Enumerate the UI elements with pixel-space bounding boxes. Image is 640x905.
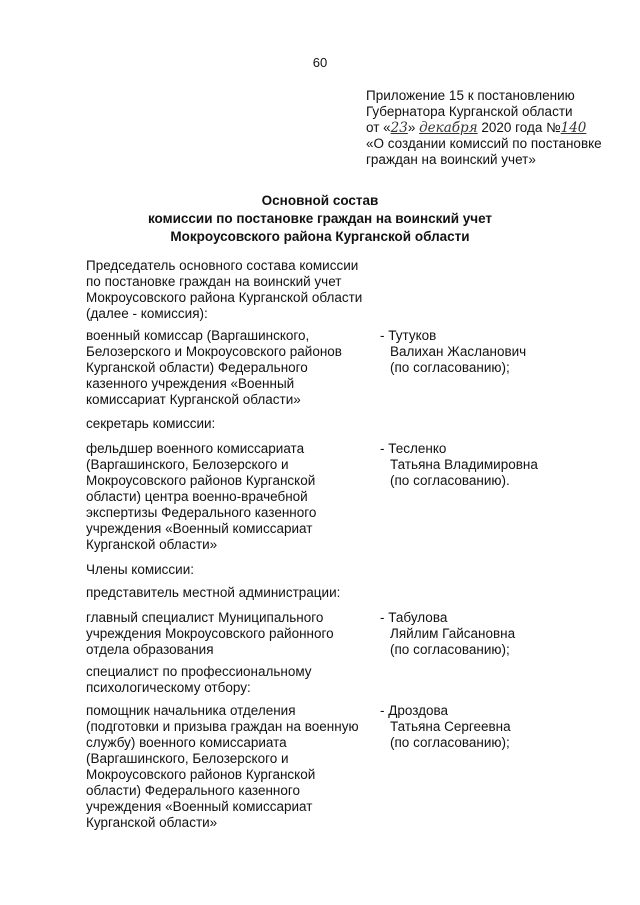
date-prefix: от «: [366, 120, 391, 135]
members-header: Члены комиссии:: [86, 562, 195, 577]
member-1-position: главный специалист Муниципального учреждения Мокроусовского районного отдела образования: [86, 610, 334, 657]
member-2-name: - Дроздова Татьяна Сергеевна (по согласованию);: [380, 703, 511, 750]
chairman-position: военный комиссар (Варгашинского, Белозерского и Мокроусовского районов Курганской области) Федерального казенного учреждения «Военный комиссариат Курганской области»: [86, 328, 342, 407]
title-line-3: Мокроусовского района Курганской области: [170, 229, 470, 244]
appendix-line-3: [366, 120, 636, 136]
appendix-line-4: «О создании комиссий по постановке: [366, 136, 602, 151]
appendix-line-1: Приложение 15 к постановлению: [366, 88, 575, 103]
page-number: 60: [312, 55, 328, 70]
secretary-position: фельдшер военного комиссариата (Варгашинского, Белозерского и Мокроусовского районов Курганской области) центра военно-врачебной экспертизы Федерального казенного учреждения «Военный комиссариат Курганской области»: [86, 441, 317, 552]
appendix-line-2: Губернатора Курганской области: [366, 104, 573, 119]
handwritten-number: 140: [560, 120, 587, 136]
handwritten-day: 23: [390, 120, 408, 136]
member-2-position: помощник начальника отделения (подготовки и призыва граждан на военную службу) военного комиссариата (Варгашинского, Белозерского и Мокроусовского районов Курганской области) Федерального казенного учреждения «Военный комиссариат Курганской области»: [86, 703, 359, 830]
secretary-header: секретарь комиссии:: [86, 416, 216, 431]
date-mid: »: [407, 120, 416, 135]
appendix-block: [366, 88, 636, 168]
specialist-header: специалист по профессиональному психологическому отбору:: [86, 664, 312, 695]
local-admin-header: представитель местной администрации:: [86, 585, 341, 600]
title-line-2: комиссии по постановке граждан на воинский учет: [147, 211, 493, 226]
member-1-name: - Табулова Ляйлим Гайсановна (по согласованию);: [380, 610, 516, 657]
handwritten-month: декабря: [419, 120, 478, 136]
title-line-1: Основной состав: [261, 193, 379, 208]
appendix-line-5: граждан на воинский учет»: [366, 152, 536, 167]
document-title: [0, 192, 640, 246]
secretary-name: - Тесленко Татьяна Владимировна (по согласованию).: [380, 441, 538, 488]
chairman-name: - Тутуков Валихан Жасланович (по согласованию);: [380, 328, 527, 375]
chairman-header: Председатель основного состава комиссии по постановке граждан на воинский учет Мокроусовского района Курганской области (далее - комиссия):: [86, 258, 363, 321]
date-year: 2020 года №: [477, 120, 561, 135]
